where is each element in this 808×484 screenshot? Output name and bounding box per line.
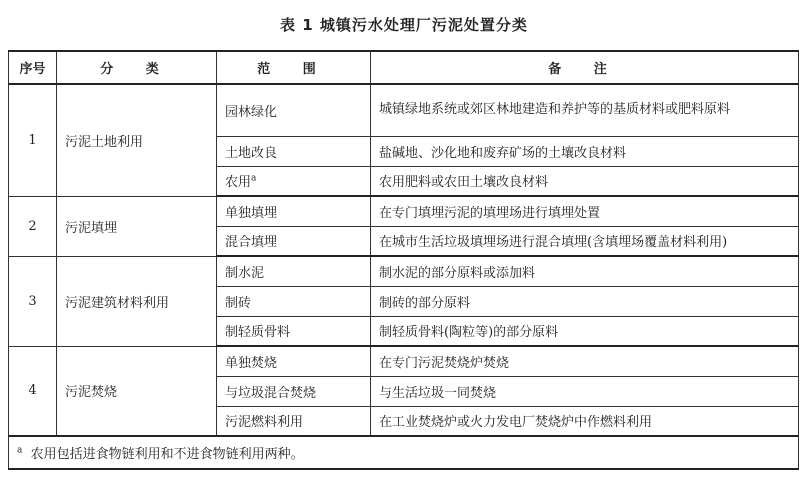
- row-scope: 制砖: [217, 286, 371, 316]
- row-number: 4: [9, 346, 57, 436]
- row-scope: 污泥燃料利用: [217, 406, 371, 436]
- row-scope: 制水泥: [217, 256, 371, 286]
- row-scope-text: 农用: [225, 175, 252, 191]
- footnote-mark: a: [17, 445, 23, 456]
- footnote-row: [9, 436, 799, 469]
- table-row: [9, 84, 799, 136]
- row-remark: 在工业焚烧炉或火力发电厂焚烧炉中作燃料利用: [371, 406, 799, 436]
- row-scope: 土地改良: [217, 136, 371, 166]
- header-category: 分 类: [57, 51, 217, 84]
- footnote: [9, 436, 799, 469]
- row-number: 3: [9, 256, 57, 346]
- table-row: [9, 196, 799, 226]
- footnote-marker: a: [251, 173, 257, 184]
- row-scope: [217, 166, 371, 196]
- row-scope: 单独焚烧: [217, 346, 371, 376]
- row-category: 污泥土地利用: [57, 84, 217, 196]
- row-scope: 园林绿化: [217, 84, 371, 136]
- row-scope: 混合填埋: [217, 226, 371, 256]
- row-remark: 城镇绿地系统或郊区林地建造和养护等的基质材料或肥料原料: [371, 84, 799, 136]
- row-remark: 制轻质骨料(陶粒等)的部分原料: [371, 316, 799, 346]
- row-remark: 在专门填埋污泥的填埋场进行填埋处置: [371, 196, 799, 226]
- table-row: [9, 256, 799, 286]
- row-remark: 制砖的部分原料: [371, 286, 799, 316]
- row-category: 污泥焚烧: [57, 346, 217, 436]
- footnote-text: 农用包括进食物链利用和不进食物链利用两种。: [30, 447, 304, 462]
- row-number: 1: [9, 84, 57, 196]
- row-remark: 在专门污泥焚烧炉焚烧: [371, 346, 799, 376]
- row-scope: 单独填埋: [217, 196, 371, 226]
- table-header-row: [9, 51, 799, 84]
- row-remark: 农用肥料或农田土壤改良材料: [371, 166, 799, 196]
- row-remark: 与生活垃圾一同焚烧: [371, 376, 799, 406]
- table-title: 表 1 城镇污水处理厂污泥处置分类: [280, 16, 528, 34]
- row-scope: 与垃圾混合焚烧: [217, 376, 371, 406]
- header-remark: 备 注: [371, 51, 799, 84]
- row-category: 污泥填埋: [57, 196, 217, 256]
- row-category: 污泥建筑材料利用: [57, 256, 217, 346]
- table-row: [9, 346, 799, 376]
- sludge-disposal-table: [8, 50, 799, 470]
- header-no: 序号: [9, 51, 57, 84]
- row-scope: 制轻质骨料: [217, 316, 371, 346]
- row-remark: 盐碱地、沙化地和废弃矿场的土壤改良材料: [371, 136, 799, 166]
- header-scope: 范 围: [217, 51, 371, 84]
- row-remark: 在城市生活垃圾填埋场进行混合填埋(含填埋场覆盖材料利用): [371, 226, 799, 256]
- row-number: 2: [9, 196, 57, 256]
- row-remark: 制水泥的部分原料或添加料: [371, 256, 799, 286]
